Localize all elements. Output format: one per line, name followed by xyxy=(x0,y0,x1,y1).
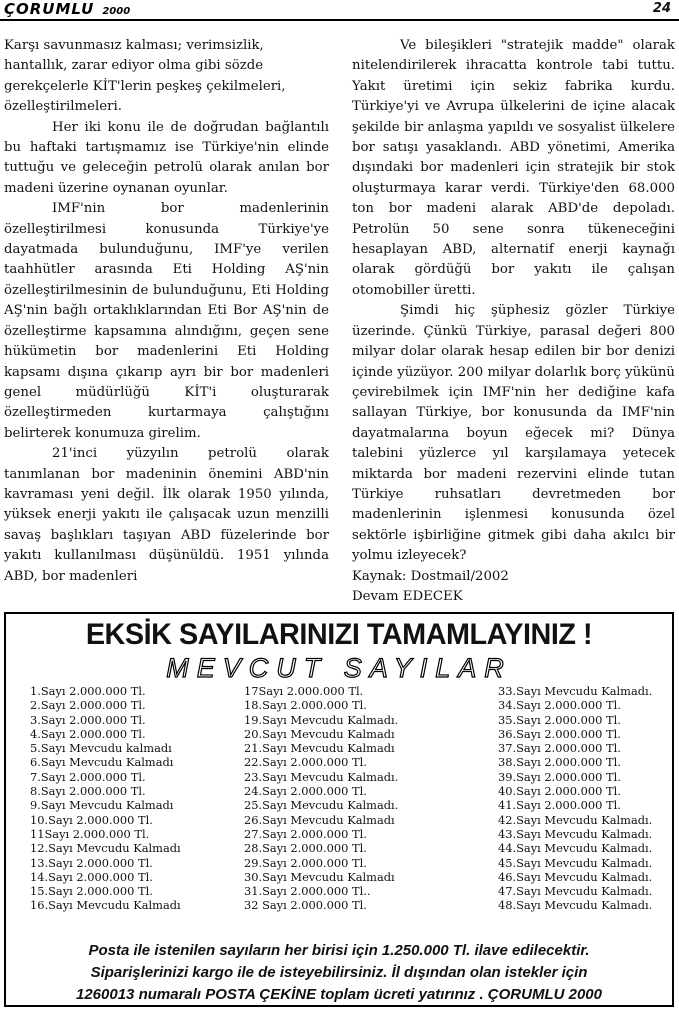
issue-item: 47.Sayı Mevcudu Kalmadı. xyxy=(498,884,653,899)
issue-item: 12.Sayı Mevcudu Kalmadı xyxy=(30,841,181,856)
ad-title: EKSİK SAYILARINIZI TAMAMLAYINIZ ! xyxy=(85,618,593,651)
article-continues: Devam EDECEK xyxy=(352,588,463,604)
issue-item: 13.Sayı 2.000.000 Tl. xyxy=(30,855,153,870)
issue-item: 4.Sayı 2.000.000 Tl. xyxy=(30,726,146,741)
issue-item: 48.Sayı Mevcudu Kalmadı. xyxy=(498,898,653,913)
issue-item: 11Sayı 2.000.000 Tl. xyxy=(30,826,150,841)
issue-item: 6.Sayı Mevcudu Kalmadı xyxy=(30,755,174,770)
footer-line: Siparişlerinizi kargo ile de isteyebilirsiniz. İl dışından olan istekler için xyxy=(90,964,588,981)
publication-logo xyxy=(4,0,130,18)
issue-item: 9.Sayı Mevcudu Kalmadı xyxy=(30,798,174,813)
ad-footer xyxy=(6,940,672,1006)
issue-item: 10.Sayı 2.000.000 Tl. xyxy=(30,812,153,827)
issue-item: 36.Sayı 2.000.000 Tl. xyxy=(498,726,621,741)
issue-item: 43.Sayı Mevcudu Kalmadı. xyxy=(498,826,653,841)
issue-item: 41.Sayı 2.000.000 Tl. xyxy=(498,798,621,813)
footer-line: 1260013 numaralı POSTA ÇEKİNE toplam ücreti yatırınız . ÇORUMLU 2000 xyxy=(76,986,602,1003)
issue-item: 5.Sayı Mevcudu kalmadı xyxy=(30,741,172,756)
issue-item: 35.Sayı 2.000.000 Tl. xyxy=(498,712,621,727)
issue-item: 42.Sayı Mevcudu Kalmadı. xyxy=(498,812,653,827)
issue-item: 15.Sayı 2.000.000 Tl. xyxy=(30,884,153,899)
paragraph: Şimdi hiç şüphesiz gözler Türkiye üzerinde. Çünkü Türkiye, parasal değeri 800 milyar dolar olarak hesap edilen bir bor denizi içinde yüzüyor. 200 milyar dolarlık borç yükünü çevirebilmek için IMF'nin her dediğine kafa sallayan Türkiye, bor konusunda da IMF'nin dayatmalarına boyun eğecek mi? Dünya talebini yüzlerce yıl karşılamaya yetecek miktarda bor madeni rezervini elinde tutan Türkiye ruhsatları devretmeden bor madenlerinin işlenmesi konusunda özel sektörle işbirliğine gitmek gibi daha akılcı bir yolmu izleyecek? xyxy=(352,303,675,564)
issue-item: 31.Sayı 2.000.000 Tl.. xyxy=(244,884,371,899)
issue-item: 46.Sayı Mevcudu Kalmadı. xyxy=(498,869,653,884)
issue-column-1 xyxy=(30,684,181,913)
article-column-left xyxy=(4,36,329,587)
issue-item: 45.Sayı Mevcudu Kalmadı. xyxy=(498,855,653,870)
issue-item: 18.Sayı 2.000.000 Tl. xyxy=(244,698,367,713)
issue-item: 25.Sayı Mevcudu Kalmadı. xyxy=(244,798,399,813)
article-source: Kaynak: Dostmail/2002 xyxy=(352,568,509,584)
issue-item: 29.Sayı 2.000.000 Tl. xyxy=(244,855,367,870)
issue-item: 21.Sayı Mevcudu Kalmadı xyxy=(244,741,395,756)
issue-item: 23.Sayı Mevcudu Kalmadı. xyxy=(244,769,399,784)
issue-item: 24.Sayı 2.000.000 Tl. xyxy=(244,784,367,799)
issue-item: 2.Sayı 2.000.000 Tl. xyxy=(30,698,146,713)
article-column-right xyxy=(352,36,675,607)
issue-item: 1.Sayı 2.000.000 Tl. xyxy=(30,684,146,698)
issue-item: 14.Sayı 2.000.000 Tl. xyxy=(30,869,153,884)
issue-item: 20.Sayı Mevcudu Kalmadı xyxy=(244,726,395,741)
paragraph: Her iki konu ile de doğrudan bağlantılı bu haftaki tartışmamız ise Türkiye'nin elinde tuttuğu ve geleceğin petrolü olarak anılan bor madeni üzerine oynanan oyunlar. xyxy=(4,119,329,196)
issue-item: 40.Sayı 2.000.000 Tl. xyxy=(498,784,621,799)
issue-item: 28.Sayı 2.000.000 Tl. xyxy=(244,841,367,856)
issue-item: 38.Sayı 2.000.000 Tl. xyxy=(498,755,621,770)
paragraph: Ve bileşikleri "stratejik madde" olarak nitelendirilerek ihracatta kontrole tabi tuttu. Yakıt üretimi için sekiz fabrika kurdu. Türkiye'yi ve Avrupa ülkelerini de içine alacak şekilde bir anlaşma yapıldı ve sosyalist ülkelere bor satışı yasaklandı. ABD yönetimi, Amerika dışındaki bor madenleri için stratejik bir stok oluşturmaya karar verdi. Türkiye'den 68.000 ton bor madeni alarak ABD'de depoladı. Petrolün 50 sene sonra tükeneceğini hesaplayan ABD, alternatif enerji kaynağı olarak gördüğü bor yakıtı ile çalışan otomobiller üretti. xyxy=(352,38,675,298)
issue-item: 26.Sayı Mevcudu Kalmadı xyxy=(244,812,395,827)
page-header xyxy=(0,0,679,20)
issue-item: 32 Sayı 2.000.000 Tl. xyxy=(244,898,367,913)
issue-item: 39.Sayı 2.000.000 Tl. xyxy=(498,769,621,784)
header-divider xyxy=(0,19,679,21)
paragraph: Karşı savunmasız kalması; verimsizlik, hantallık, zarar ediyor olma gibi sözde gerekçelerle KİT'lerin peşkeş çekilmeleri, özelleştirilmeleri. xyxy=(4,38,286,115)
back-issues-ad xyxy=(4,612,674,1007)
issue-item: 8.Sayı 2.000.000 Tl. xyxy=(30,784,146,799)
paragraph: 21'inci yüzyılın petrolü olarak tanımlanan bor madeninin önemini ABD'nin kavraması yeni değil. İlk olarak 1950 yılında, yüksek enerji yakıtı ile çalışacak uzun menzilli savaş başlıkları taşıyan ABD füzelerinde bor yakıtı kullanılması düşünüldü. 1951 yılında ABD, bor madenleri xyxy=(4,446,329,584)
issue-item: 16.Sayı Mevcudu Kalmadı xyxy=(30,898,181,913)
logo-year: 2000 xyxy=(102,6,131,17)
issue-item: 37.Sayı 2.000.000 Tl. xyxy=(498,741,621,756)
issue-item: 22.Sayı 2.000.000 Tl. xyxy=(244,755,367,770)
issue-item: 34.Sayı 2.000.000 Tl. xyxy=(498,698,621,713)
page-number: 24 xyxy=(652,1,671,16)
issue-column-2 xyxy=(244,684,398,913)
issue-item: 7.Sayı 2.000.000 Tl. xyxy=(30,769,146,784)
issue-item: 3.Sayı 2.000.000 Tl. xyxy=(30,712,146,727)
issue-item: 27.Sayı 2.000.000 Tl. xyxy=(244,826,367,841)
issue-item: 17Sayı 2.000.000 Tl. xyxy=(244,684,364,698)
issue-item: 19.Sayı Mevcudu Kalmadı. xyxy=(244,712,399,727)
issue-item: 44.Sayı Mevcudu Kalmadı. xyxy=(498,841,653,856)
footer-line: Posta ile istenilen sayıların her birisi için 1.250.000 Tl. ilave edilecektir. xyxy=(88,942,590,959)
issue-item: 30.Sayı Mevcudu Kalmadı xyxy=(244,869,395,884)
issue-item: 33.Sayı Mevcudu Kalmadı. xyxy=(498,684,653,698)
logo-text: ÇORUMLU xyxy=(4,0,95,18)
paragraph: IMF'nin bor madenlerinin özelleştirilmesi konusunda Türkiye'ye dayatmada bulunduğunu, IMF'ye verilen taahhütler arasında Eti Holding AŞ'nin özelleştirilmesinin de bulunduğunu, Eti Holding AŞ'nin bağlı ortaklıklarından Eti Bor AŞ'nin de özelleştirme kapsamına alındığını, geçen sene hükümetin bor madenlerini Eti Holding kapsamı dışına çıkarıp ayrı bir bor madenleri genel müdürlüğü KİT'i oluşturarak özelleştirmeden kurtarmaya çalıştığını belirterek konumuza girelim. xyxy=(4,201,329,441)
issue-column-3 xyxy=(498,684,652,913)
ad-subtitle: MEVCUT SAYILAR xyxy=(166,653,512,683)
